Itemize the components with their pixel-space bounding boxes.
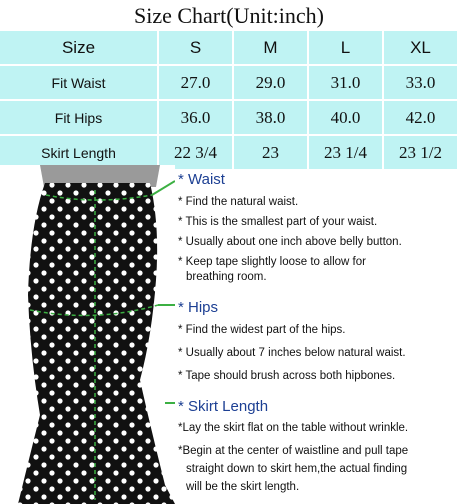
hips-line: * Find the widest part of the hips. xyxy=(178,324,346,336)
waist-line: * Usually about one inch above belly button. xyxy=(178,236,402,248)
length-line: *Begin at the center of waistline and pull tape xyxy=(178,445,409,457)
header-l: L xyxy=(308,31,383,65)
header-s: S xyxy=(158,31,233,65)
table-header-row xyxy=(0,31,458,65)
row-label: Fit Waist xyxy=(0,65,158,100)
row-label: Fit Hips xyxy=(0,100,158,135)
waist-line: * This is the smallest part of your waist. xyxy=(178,216,378,228)
hips-line: * Usually about 7 inches below natural waist. xyxy=(178,347,406,359)
hips-line: * Tape should brush across both hipbones. xyxy=(178,370,396,382)
length-line: *Lay the skirt flat on the table without wrinkle. xyxy=(178,422,409,434)
table-cell: 33.0 xyxy=(383,65,458,100)
polka-dot-skirt-photo xyxy=(0,165,175,504)
row-label: Skirt Length xyxy=(0,135,158,170)
table-row xyxy=(0,65,458,100)
table-cell: 36.0 xyxy=(158,100,233,135)
waist-line: * Find the natural waist. xyxy=(178,196,299,208)
waist-heading: * Waist xyxy=(178,171,225,188)
header-size: Size xyxy=(0,31,158,65)
waist-line: * Keep tape slightly loose to allow for xyxy=(178,256,366,268)
hips-heading: * Hips xyxy=(178,299,219,316)
table-cell: 23 1/4 xyxy=(308,135,383,170)
skirt-length-heading: * Skirt Length xyxy=(178,398,269,415)
size-table xyxy=(0,31,458,171)
table-cell: 38.0 xyxy=(233,100,308,135)
length-line: straight down to skirt hem,the actual finding xyxy=(186,463,408,475)
table-cell: 40.0 xyxy=(308,100,383,135)
table-cell: 23 1/2 xyxy=(383,135,458,170)
table-cell: 27.0 xyxy=(158,65,233,100)
waist-line: breathing room. xyxy=(186,271,267,283)
table-cell: 23 xyxy=(233,135,308,170)
table-cell: 42.0 xyxy=(383,100,458,135)
size-chart xyxy=(0,0,458,165)
table-cell: 29.0 xyxy=(233,65,308,100)
green-arrow-icon xyxy=(152,181,175,403)
length-line: will be the skirt length. xyxy=(186,481,300,493)
table-cell: 31.0 xyxy=(308,65,383,100)
table-cell: 22 3/4 xyxy=(158,135,233,170)
skirt xyxy=(0,165,175,504)
header-m: M xyxy=(233,31,308,65)
table-row xyxy=(0,100,458,135)
header-xl: XL xyxy=(383,31,458,65)
chart-title: Size Chart(Unit:inch) xyxy=(133,3,324,28)
